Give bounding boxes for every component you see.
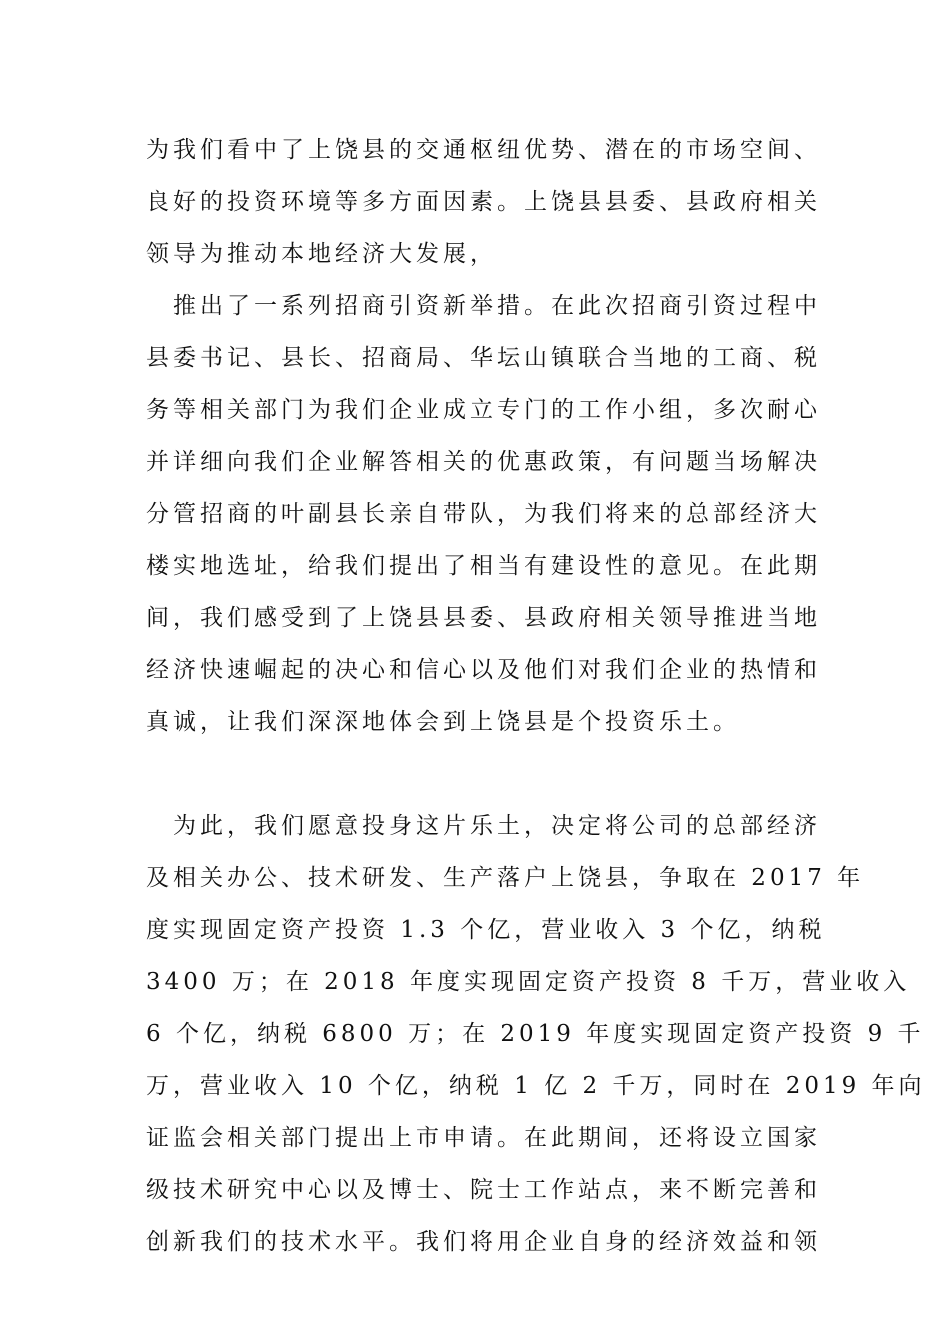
text-line: 为我们看中了上饶县的交通枢纽优势、潜在的市场空间、 [146,137,821,163]
text-line: 经济快速崛起的决心和信心以及他们对我们企业的热情和 [146,657,821,683]
text-line: 务等相关部门为我们企业成立专门的工作小组，多次耐心 [146,397,821,423]
text-line: 万，营业收入 10 个亿，纳税 1 亿 2 千万，同时在 2019 年向 [146,1073,926,1099]
paragraph-spacer [146,748,806,800]
text-line: 县委书记、县长、招商局、华坛山镇联合当地的工商、税 [146,345,821,371]
text-line: 证监会相关部门提出上市申请。在此期间，还将设立国家 [146,1125,821,1151]
text-line: 3400 万；在 2018 年度实现固定资产投资 8 千万，营业收入 [146,969,911,995]
text-line: 级技术研究中心以及博士、院士工作站点，来不断完善和 [146,1177,821,1203]
text-line: 间，我们感受到了上饶县县委、县政府相关领导推进当地 [146,605,821,631]
text-line: 推出了一系列招商引资新举措。在此次招商引资过程中 [146,293,821,319]
paragraph-2 [146,280,821,748]
text-line: 分管招商的叶副县长亲自带队，为我们将来的总部经济大 [146,501,821,527]
text-line: 良好的投资环境等多方面因素。上饶县县委、县政府相关 [146,189,821,215]
text-line: 为此，我们愿意投身这片乐土，决定将公司的总部经济 [146,813,821,839]
paragraph-3 [146,800,926,1268]
text-line: 及相关办公、技术研发、生产落户上饶县，争取在 2017 年 [146,865,865,891]
text-line: 度实现固定资产投资 1.3 个亿，营业收入 3 个亿，纳税 [146,917,826,943]
paragraph-1 [146,124,821,280]
text-line: 领导为推动本地经济大发展， [146,241,497,267]
text-line: 楼实地选址，给我们提出了相当有建设性的意见。在此期 [146,553,821,579]
text-line: 并详细向我们企业解答相关的优惠政策，有问题当场解决 [146,449,821,475]
document-body [146,124,926,1268]
text-line: 真诚，让我们深深地体会到上饶县是个投资乐土。 [146,709,740,735]
text-line: 创新我们的技术水平。我们将用企业自身的经济效益和领 [146,1229,821,1255]
text-line: 6 个亿，纳税 6800 万；在 2019 年度实现固定资产投资 9 千 [146,1021,925,1047]
